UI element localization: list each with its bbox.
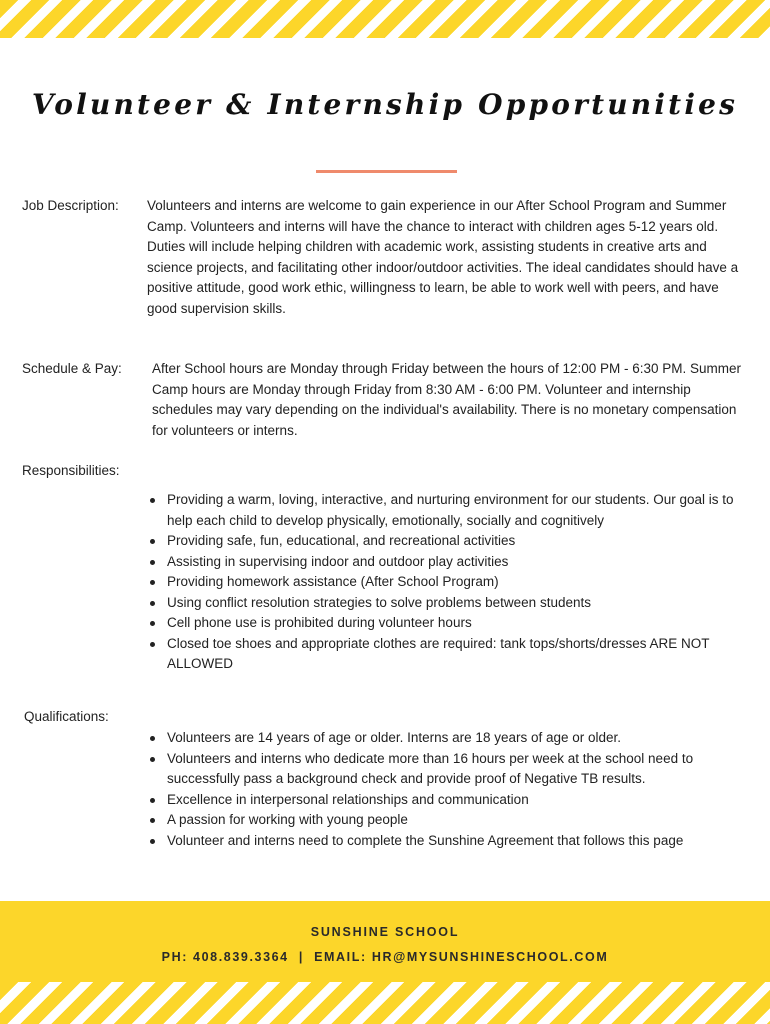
footer-contact: PH: 408.839.3364 | EMAIL: HR@MYSUNSHINESCHOOL.COM	[161, 950, 609, 964]
footer-school-name: SUNSHINE SCHOOL	[310, 925, 460, 939]
list-item: Using conflict resolution strategies to solve problems between students	[147, 593, 737, 614]
list-item: Excellence in interpersonal relationships and communication	[147, 790, 737, 811]
qualifications-label: Qualifications:	[24, 709, 109, 724]
responsibilities-list	[147, 490, 737, 675]
qualifications-list	[147, 728, 737, 851]
job-description-label: Job Description:	[22, 198, 119, 213]
schedule-pay-label: Schedule & Pay:	[22, 361, 122, 376]
list-item: Cell phone use is prohibited during volunteer hours	[147, 613, 737, 634]
title-divider	[316, 170, 457, 173]
list-item: Volunteer and interns need to complete the Sunshine Agreement that follows this page	[147, 831, 737, 852]
list-item: Volunteers and interns who dedicate more than 16 hours per week at the school need to successfully pass a background check and provide proof of Negative TB results.	[147, 749, 737, 790]
list-item: Providing homework assistance (After School Program)	[147, 572, 737, 593]
top-stripe-border	[0, 0, 770, 38]
list-item: Volunteers are 14 years of age or older. Interns are 18 years of age or older.	[147, 728, 737, 749]
page-title: Volunteer & Internship Opportunities	[31, 88, 739, 121]
schedule-pay-text: After School hours are Monday through Friday between the hours of 12:00 PM - 6:30 PM. Summer Camp hours are Monday through Friday from 8:30 AM - 6:00 PM. Volunteer and internship schedules may vary depending on the individual's availability. There is no monetary compensation for volunteers or interns.	[152, 361, 742, 438]
list-item: Providing a warm, loving, interactive, and nurturing environment for our students. Our goal is to help each child to develop physically, emotionally, socially and cognitively	[147, 490, 737, 531]
list-item: Assisting in supervising indoor and outdoor play activities	[147, 552, 737, 573]
responsibilities-label: Responsibilities:	[22, 463, 120, 478]
job-description-text: Volunteers and interns are welcome to gain experience in our After School Program and Summer Camp. Volunteers and interns will have the chance to interact with children ages 5-12 years old. Duties will include helping children with academic work, assisting students in creative arts and science projects, and facilitating other indoor/outdoor activities. The ideal candidates should have a positive attitude, good work ethic, willingness to learn, be able to work well with peers, and have good supervision skills.	[147, 198, 739, 316]
list-item: A passion for working with young people	[147, 810, 737, 831]
list-item: Closed toe shoes and appropriate clothes are required: tank tops/shorts/dresses ARE NOT ALLOWED	[147, 634, 737, 675]
list-item: Providing safe, fun, educational, and recreational activities	[147, 531, 737, 552]
footer-band	[0, 901, 770, 982]
bottom-stripe-border	[0, 982, 770, 1024]
